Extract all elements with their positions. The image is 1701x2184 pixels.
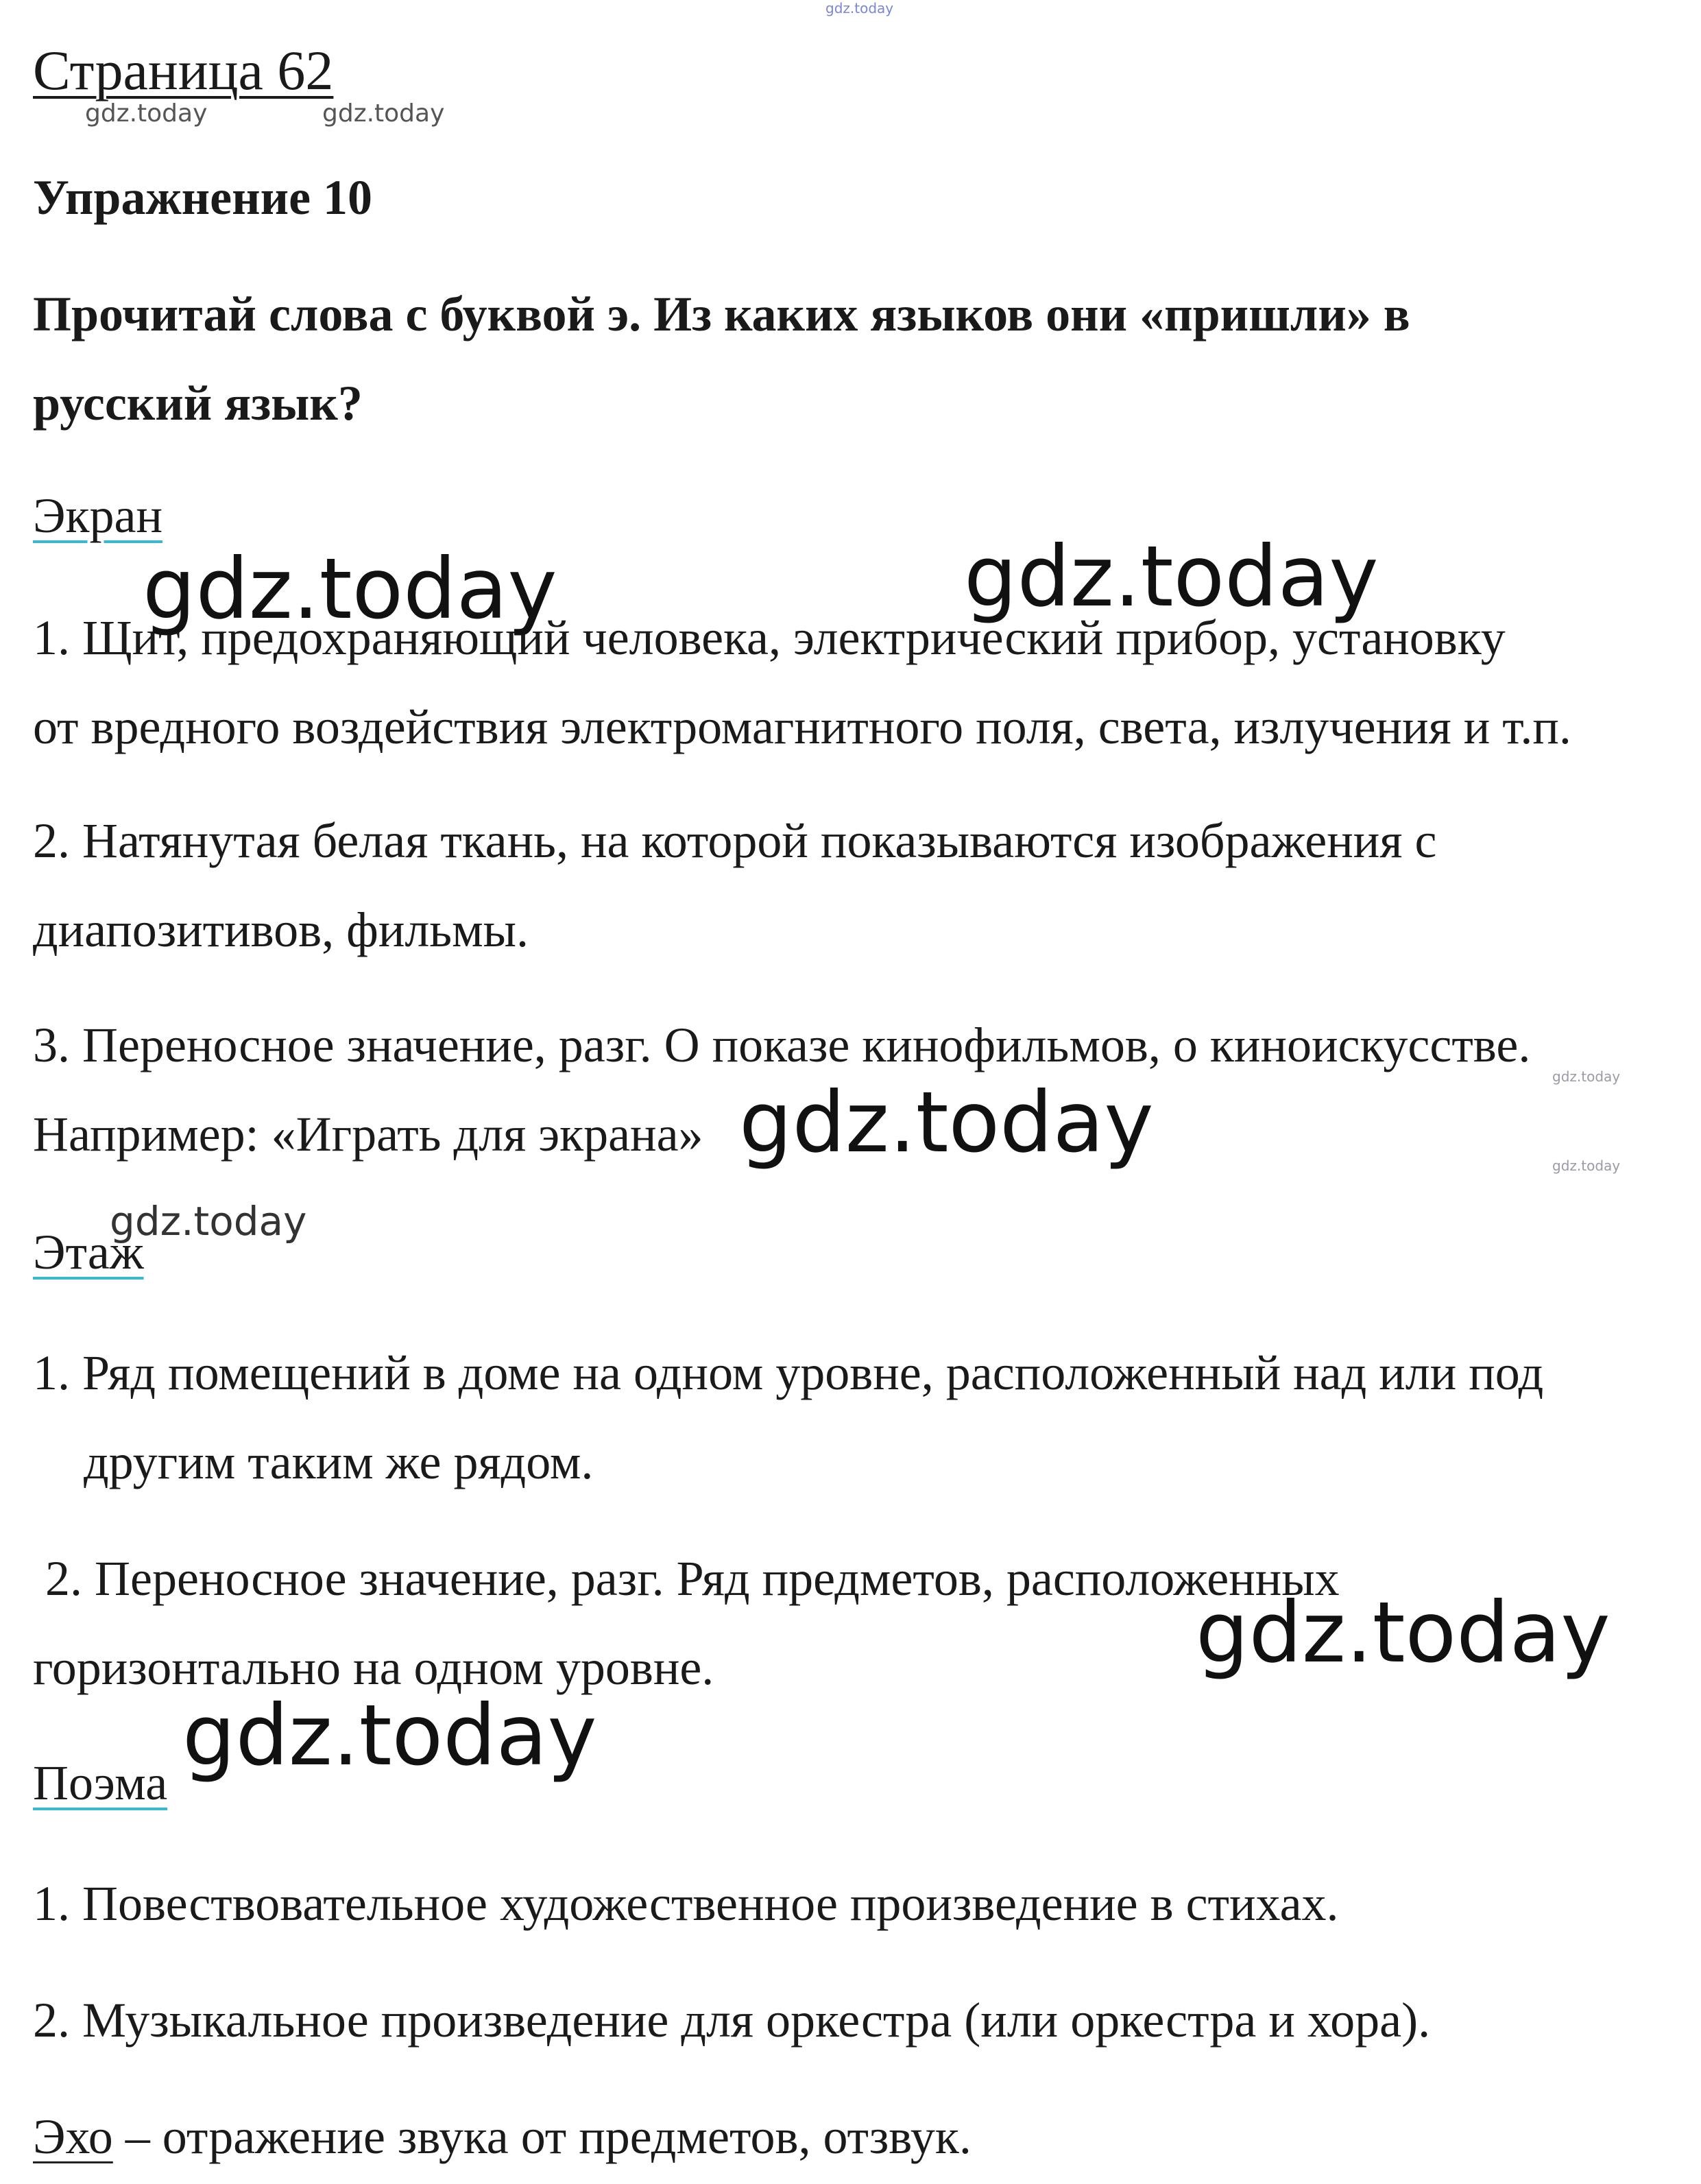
etazh-def1-line2: другим таким же рядом. bbox=[84, 1435, 594, 1489]
watermark-title-1: gdz.today bbox=[85, 99, 208, 128]
poema-def1: 1. Повествовательное художественное произведение в стихах. bbox=[33, 1876, 1339, 1931]
poema-def2: 2. Музыкальное произведение для оркестра (или оркестра и хора). bbox=[33, 1993, 1431, 2048]
etazh-def2-line2: горизонтально на одном уровне. bbox=[33, 1640, 714, 1695]
entry-word-ekho-text: Эхо bbox=[33, 2109, 113, 2164]
watermark-title-2: gdz.today bbox=[322, 99, 445, 128]
ekran-def1-line2: от вредного воздействия электромагнитного поля, света, излучения и т.п. bbox=[33, 699, 1571, 754]
ekho-definition: – отражение звука от предметов, отзвук. bbox=[112, 2109, 972, 2164]
page-title: Страница 62 bbox=[33, 39, 334, 101]
watermark-large-4: gdz.today bbox=[1196, 1584, 1610, 1681]
entry-word-etazh-text: Этаж bbox=[33, 1225, 144, 1280]
task-line-2: русский язык? bbox=[33, 376, 363, 431]
watermark-top: gdz.today bbox=[825, 0, 894, 16]
etazh-def1-line1: 1. Ряд помещений в доме на одном уровне, расположенный над или под bbox=[33, 1345, 1544, 1400]
entry-word-poema-text: Поэма bbox=[33, 1755, 168, 1810]
watermark-large-2: gdz.today bbox=[964, 528, 1379, 625]
watermark-tiny-1: gdz.today bbox=[1552, 1068, 1621, 1085]
task-line-1: Прочитай слова с буквой э. Из каких языков они «пришли» в bbox=[33, 287, 1410, 341]
entry-ekho bbox=[33, 2109, 972, 2164]
ekran-def2-line1: 2. Натянутая белая ткань, на которой показываются изображения с bbox=[33, 813, 1437, 868]
watermark-large-3: gdz.today bbox=[739, 1074, 1154, 1171]
watermark-large-1: gdz.today bbox=[143, 540, 557, 638]
watermark-tiny-2: gdz.today bbox=[1552, 1157, 1621, 1174]
exercise-title: Упражнение 10 bbox=[33, 170, 373, 225]
ekran-def1-line1: 1. Щит, предохраняющий человека, электрический прибор, установку bbox=[33, 610, 1506, 665]
entry-word-ekran-text: Экран bbox=[33, 488, 162, 543]
etazh-def2-line1: 2. Переносное значение, разг. Ряд предметов, расположенных bbox=[45, 1551, 1340, 1606]
ekran-def3-line2: Например: «Играть для экрана» bbox=[33, 1107, 703, 1162]
entry-word-ekran bbox=[33, 488, 162, 543]
watermark-mid: gdz.today bbox=[110, 1198, 307, 1245]
entry-word-poema bbox=[33, 1755, 168, 1810]
ekran-def2-line2: диапозитивов, фильмы. bbox=[33, 902, 529, 957]
ekran-def3-line1: 3. Переносное значение, разг. О показе кинофильмов, о киноискусстве. bbox=[33, 1018, 1531, 1072]
watermark-large-5: gdz.today bbox=[182, 1687, 597, 1784]
